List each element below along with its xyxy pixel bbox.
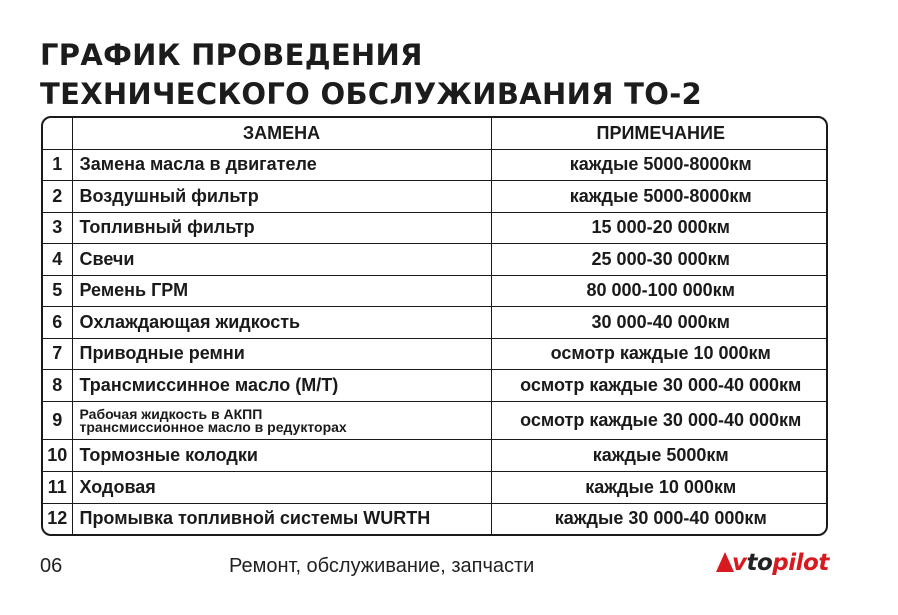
row-note: каждые 10 000км [491,471,828,503]
header-number-cell [43,118,72,149]
table-row [43,338,828,370]
row-number: 1 [43,149,72,181]
page-title [40,36,702,114]
row-note: каждые 5000-8000км [491,181,828,213]
logo-v: v [732,550,747,576]
row-replacement-line-2: трансмиссионное масло в редукторах [79,418,347,435]
table-row [43,471,828,503]
row-replacement: Тормозные колодки [72,440,491,472]
row-replacement: Трансмиссинное масло (М/Т) [72,370,491,402]
row-number: 10 [43,440,72,472]
page-title-line-1: ГРАФИК ПРОВЕДЕНИЯ [40,38,423,72]
row-note: осмотр каждые 10 000км [491,338,828,370]
row-note: каждые 5000-8000км [491,149,828,181]
row-number: 9 [43,401,72,440]
row-note: каждые 30 000-40 000км [491,503,828,534]
table-row [43,503,828,534]
header-note: ПРИМЕЧАНИЕ [491,118,828,149]
row-replacement: Свечи [72,244,491,276]
table-header-row [43,118,828,149]
row-number: 2 [43,181,72,213]
table-row [43,181,828,213]
table-row [43,149,828,181]
table-row [43,212,828,244]
avtopilot-logo [716,550,829,580]
row-note: 15 000-20 000км [491,212,828,244]
footer-tagline: Ремонт, обслуживание, запчасти [229,555,535,577]
maintenance-table [41,116,828,536]
row-replacement [72,401,491,440]
row-replacement: Промывка топливной системы WURTH [72,503,491,534]
page-number: 06 [40,555,63,577]
row-number: 8 [43,370,72,402]
row-replacement-line-1: Рабочая жидкость в АКПП [79,405,263,422]
table-row [43,275,828,307]
row-replacement: Замена масла в двигателе [72,149,491,181]
table-row [43,401,828,440]
table-row [43,244,828,276]
row-replacement: Топливный фильтр [72,212,491,244]
row-note: 30 000-40 000км [491,307,828,339]
table-row [43,440,828,472]
row-replacement: Приводные ремни [72,338,491,370]
row-replacement: Охлаждающая жидкость [72,307,491,339]
row-number: 3 [43,212,72,244]
row-note: 25 000-30 000км [491,244,828,276]
row-replacement: Ходовая [72,471,491,503]
row-number: 6 [43,307,72,339]
page-title-line-2: ТЕХНИЧЕСКОГО ОБСЛУЖИВАНИЯ ТО-2 [40,77,703,111]
table-row [43,307,828,339]
row-note: 80 000-100 000км [491,275,828,307]
row-note: каждые 5000км [491,440,828,472]
row-number: 12 [43,503,72,534]
logo-pilot: pilot [772,550,829,576]
table-row [43,370,828,402]
row-note: осмотр каждые 30 000-40 000км [491,370,828,402]
row-number: 7 [43,338,72,370]
logo-to: to [746,550,773,576]
row-replacement: Ремень ГРМ [72,275,491,307]
row-replacement: Воздушный фильтр [72,181,491,213]
row-number: 5 [43,275,72,307]
row-note: осмотр каждые 30 000-40 000км [491,401,828,440]
header-replacement: ЗАМЕНА [72,118,491,149]
row-number: 4 [43,244,72,276]
row-number: 11 [43,471,72,503]
